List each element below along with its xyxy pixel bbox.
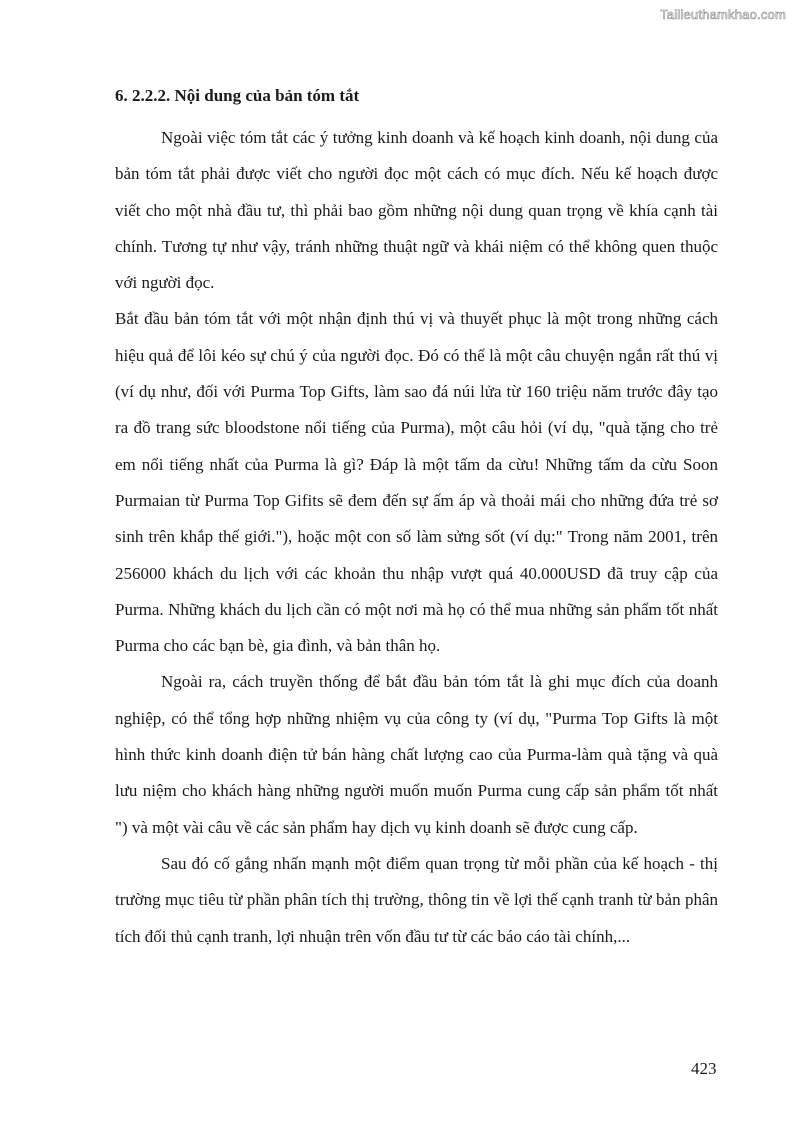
page-number: 423 xyxy=(691,1059,717,1078)
section-heading: 6. 2.2.2. Nội dung của bản tóm tắt xyxy=(115,86,360,105)
paragraph-opening-statement: Bắt đầu bản tóm tắt với một nhận định thú vị và thuyết phục là một trong những cách hiệu quả để lôi kéo sự chú ý của người đọc. Đó có thể là một câu chuyện ngắn rất thú vị (ví dụ như, đối với Purma Top Gifts, làm sao đá núi lửa từ 160 triệu năm trước đây tạo ra đồ trang sức bloodstone nổi tiếng của Purma), một câu hỏi (ví dụ, "quà tặng cho trẻ em nổi tiếng nhất của Purma là gì? Đáp là một tấm da cừu! Những tấm da cừu Soon Purmaian từ Purma Top Gifits sẽ đem đến sự ấm áp và thoải mái cho những đứa trẻ sơ sinh trên khắp thế giới."), hoặc một con số làm sửng sốt (ví dụ:" Trong năm 2001, trên 256000 khách du lịch với các khoản thu nhập vượt quá 40.000USD đã truy cập của Purma. Những khách du lịch cần có một nơi mà họ có thể mua những sản phẩm tốt nhất Purma cho các bạn bè, gia đình, và bản thân họ. xyxy=(115,309,718,656)
watermark-text: Tailieuthamkhao.com xyxy=(660,7,786,22)
paragraph-key-points: Sau đó cố gắng nhấn mạnh một điểm quan trọng từ mỗi phần của kế hoạch - thị trường mục tiêu từ phần phân tích thị trường, thông tin về lợi thế cạnh tranh từ bản phân tích đối thủ cạnh tranh, lợi nhuận trên vốn đầu tư từ các báo cáo tài chính,... xyxy=(115,853,718,946)
document-body xyxy=(115,84,718,955)
paragraph-intro: Ngoài việc tóm tắt các ý tưởng kinh doanh và kế hoạch kinh doanh, nội dung của bản tóm tắt phải được viết cho người đọc một cách có mục đích. Nếu kế hoạch được viết cho một nhà đầu tư, thì phải bao gồm những nội dung quan trọng về khía cạnh tài chính. Tương tự như vậy, tránh những thuật ngữ và khái niệm có thể không quen thuộc với người đọc. xyxy=(115,128,718,293)
paragraph-traditional-approach: Ngoài ra, cách truyền thống để bắt đầu bản tóm tắt là ghi mục đích của doanh nghiệp, có thể tổng hợp những nhiệm vụ của công ty (ví dụ, "Purma Top Gifts là một hình thức kinh doanh điện tử bán hàng chất lượng cao của Purma-làm quà tặng và quà lưu niệm cho khách hàng những người muốn muốn Purma cung cấp sản phẩm tốt nhất ") và một vài câu về các sản phẩm hay dịch vụ kinh doanh sẽ được cung cấp. xyxy=(115,672,718,837)
